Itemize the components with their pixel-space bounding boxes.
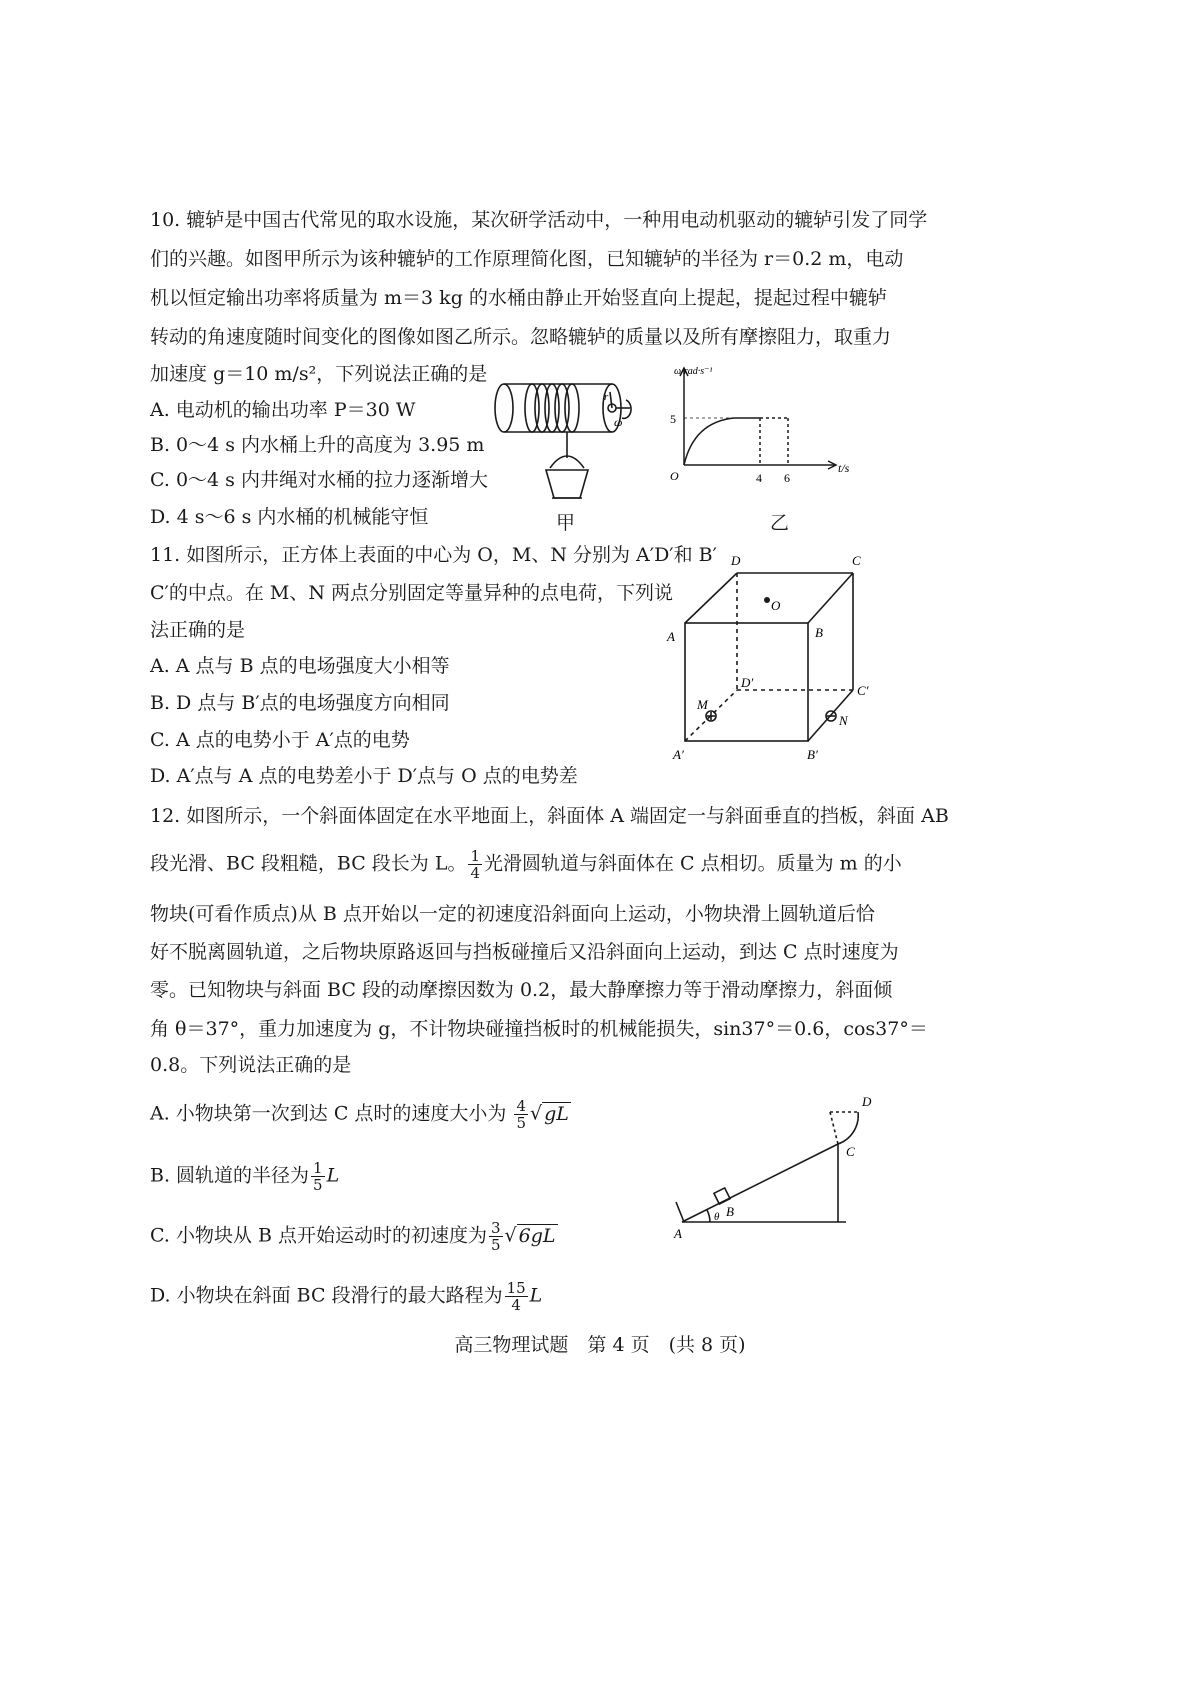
cube-label-d: D xyxy=(731,553,741,568)
q12-option-d-text: D. 小物块在斜面 BC 段滑行的最大路程为 xyxy=(150,1284,503,1307)
q12-option-d xyxy=(150,1280,542,1313)
graph-y-axis-label: ω/rad·s⁻¹ xyxy=(674,366,713,377)
q12-line-6: 角 θ＝37°，重力加速度为 g，不计物块碰撞挡板时的机械能损失，sin37°＝0.6，cos37°＝ xyxy=(150,1018,928,1040)
q10-line-4: 转动的角速度随时间变化的图像如图乙所示。忽略辘轳的质量以及所有摩擦阻力，取重力 xyxy=(150,326,892,348)
option-b-tail: L xyxy=(326,1164,340,1187)
q10-option-b: B. 0～4 s 内水桶上升的高度为 3.95 m xyxy=(150,434,485,456)
incline-label-b: B xyxy=(726,1204,734,1219)
q11-option-d: D. A′点与 A 点的电势差小于 D′点与 O 点的电势差 xyxy=(150,765,578,787)
q12-option-a xyxy=(150,1098,571,1131)
cube-label-c-prime: C′ xyxy=(857,683,869,698)
option-c-radicand: 6gL xyxy=(518,1224,556,1247)
q12-line-3: 物块(可看作质点)从 B 点开始以一定的初速度沿斜面向上运动，小物块滑上圆轨道后恰 xyxy=(150,903,875,925)
option-c-sqrt: √ 6gL xyxy=(504,1224,556,1247)
q12-option-b xyxy=(150,1160,339,1193)
option-c-numerator: 3 xyxy=(490,1219,501,1237)
graph-x-tick-6: 6 xyxy=(784,471,790,485)
figure-yi-caption: 乙 xyxy=(770,512,790,534)
q12-line-2-prefix: 段光滑、BC 段粗糙，BC 段长为 L。 xyxy=(150,852,467,875)
quarter-fraction xyxy=(468,848,482,881)
q12-line-2 xyxy=(150,848,902,881)
q11-line-2: C′的中点。在 M、N 两点分别固定等量异种的点电荷，下列说 xyxy=(150,582,674,604)
q11-option-a: A. A 点与 B 点的电场强度大小相等 xyxy=(150,655,450,677)
q12-line-1: 12. 如图所示，一个斜面体固定在水平地面上，斜面体 A 端固定一与斜面垂直的挡板，斜面 AB xyxy=(150,805,949,827)
q12-line-4: 好不脱离圆轨道，之后物块原路返回与挡板碰撞后又沿斜面向上运动，到达 C 点时速度为 xyxy=(150,941,899,963)
q10-line-1: 10. 辘轳是中国古代常见的取水设施，某次研学活动中，一种用电动机驱动的辘轳引发了同学 xyxy=(150,209,928,231)
incline-label-theta: θ xyxy=(714,1211,720,1223)
option-a-numerator: 4 xyxy=(516,1097,527,1115)
cube-figure xyxy=(655,545,895,795)
cube-label-b: B xyxy=(815,625,823,640)
option-a-fraction xyxy=(514,1098,528,1131)
cube-label-m: M xyxy=(697,697,708,712)
figure-jia-caption: 甲 xyxy=(556,512,576,534)
graph-x-axis-label: t/s xyxy=(838,461,850,475)
quarter-denominator: 4 xyxy=(470,864,480,882)
q11-line-1: 11. 如图所示，正方体上表面的中心为 O，M、N 分别为 A′D′和 B′ xyxy=(150,544,717,566)
q10-line-5: 加速度 g＝10 m/s²，下列说法正确的是 xyxy=(150,363,488,385)
option-b-denominator: 5 xyxy=(313,1176,323,1194)
incline-label-c: C xyxy=(846,1144,855,1159)
q12-line-7: 0.8。下列说法正确的是 xyxy=(150,1054,352,1076)
cube-label-a: A xyxy=(667,629,675,644)
omega-label: ω xyxy=(614,415,623,429)
incline-label-a: A xyxy=(674,1226,682,1241)
q12-option-c-text: C. 小物块从 B 点开始运动时的初速度为 xyxy=(150,1224,487,1247)
cube-label-c: C xyxy=(852,553,861,568)
option-d-fraction xyxy=(505,1280,528,1313)
q12-line-5: 零。已知物块与斜面 BC 段的动摩擦因数为 0.2，最大静摩擦力等于滑动摩擦力，斜面倾 xyxy=(150,979,893,1001)
graph-x-tick-4: 4 xyxy=(756,471,762,485)
q10-option-d: D. 4 s～6 s 内水桶的机械能守恒 xyxy=(150,506,429,528)
center-point-o xyxy=(764,597,770,603)
q12-option-b-text: B. 圆轨道的半径为 xyxy=(150,1164,310,1187)
omega-time-graph xyxy=(664,362,854,522)
option-d-numerator: 15 xyxy=(506,1279,526,1297)
q11-line-3: 法正确的是 xyxy=(150,619,246,641)
graph-y-tick-5: 5 xyxy=(670,412,676,426)
q12-line-2-suffix: 光滑圆轨道与斜面体在 C 点相切。质量为 m 的小 xyxy=(484,852,902,875)
q10-option-a: A. 电动机的输出功率 P＝30 W xyxy=(150,399,416,421)
q12-option-a-text: A. 小物块第一次到达 C 点时的速度大小为 xyxy=(150,1102,507,1125)
option-a-radicand: gL xyxy=(544,1102,569,1125)
option-d-tail: L xyxy=(529,1284,543,1307)
q10-line-3: 机以恒定输出功率将质量为 m＝3 kg 的水桶由静止开始竖直向上提起，提起过程中辘轳 xyxy=(150,287,887,309)
incline-figure xyxy=(670,1090,900,1250)
option-b-numerator: 1 xyxy=(313,1159,323,1177)
radius-label: r xyxy=(604,391,609,403)
cube-label-n: N xyxy=(839,713,848,728)
cube-label-a-prime: A′ xyxy=(673,747,684,762)
quarter-numerator: 1 xyxy=(470,847,480,865)
option-c-denominator: 5 xyxy=(490,1236,501,1254)
page-footer: 高三物理试题 第 4 页 (共 8 页) xyxy=(454,1334,746,1356)
incline-label-d: D xyxy=(862,1094,872,1109)
option-b-fraction xyxy=(311,1160,325,1193)
q12-option-c xyxy=(150,1220,558,1253)
cube-label-o: O xyxy=(771,598,781,613)
graph-origin-label: O xyxy=(670,469,679,483)
option-d-denominator: 4 xyxy=(511,1296,521,1314)
cube-label-d-prime: D′ xyxy=(741,675,754,690)
q10-line-2: 们的兴趣。如图甲所示为该种辘轳的工作原理简化图，已知辘轳的半径为 r＝0.2 m，电动 xyxy=(150,248,904,270)
q11-option-c: C. A 点的电势小于 A′点的电势 xyxy=(150,729,410,751)
option-a-denominator: 5 xyxy=(516,1114,527,1132)
option-c-fraction xyxy=(489,1220,503,1253)
cube-label-b-prime: B′ xyxy=(807,747,818,762)
q11-option-b: B. D 点与 B′点的电场强度方向相同 xyxy=(150,692,450,714)
option-a-sqrt: √ gL xyxy=(530,1102,569,1125)
q10-option-c: C. 0～4 s 内井绳对水桶的拉力逐渐增大 xyxy=(150,469,488,491)
